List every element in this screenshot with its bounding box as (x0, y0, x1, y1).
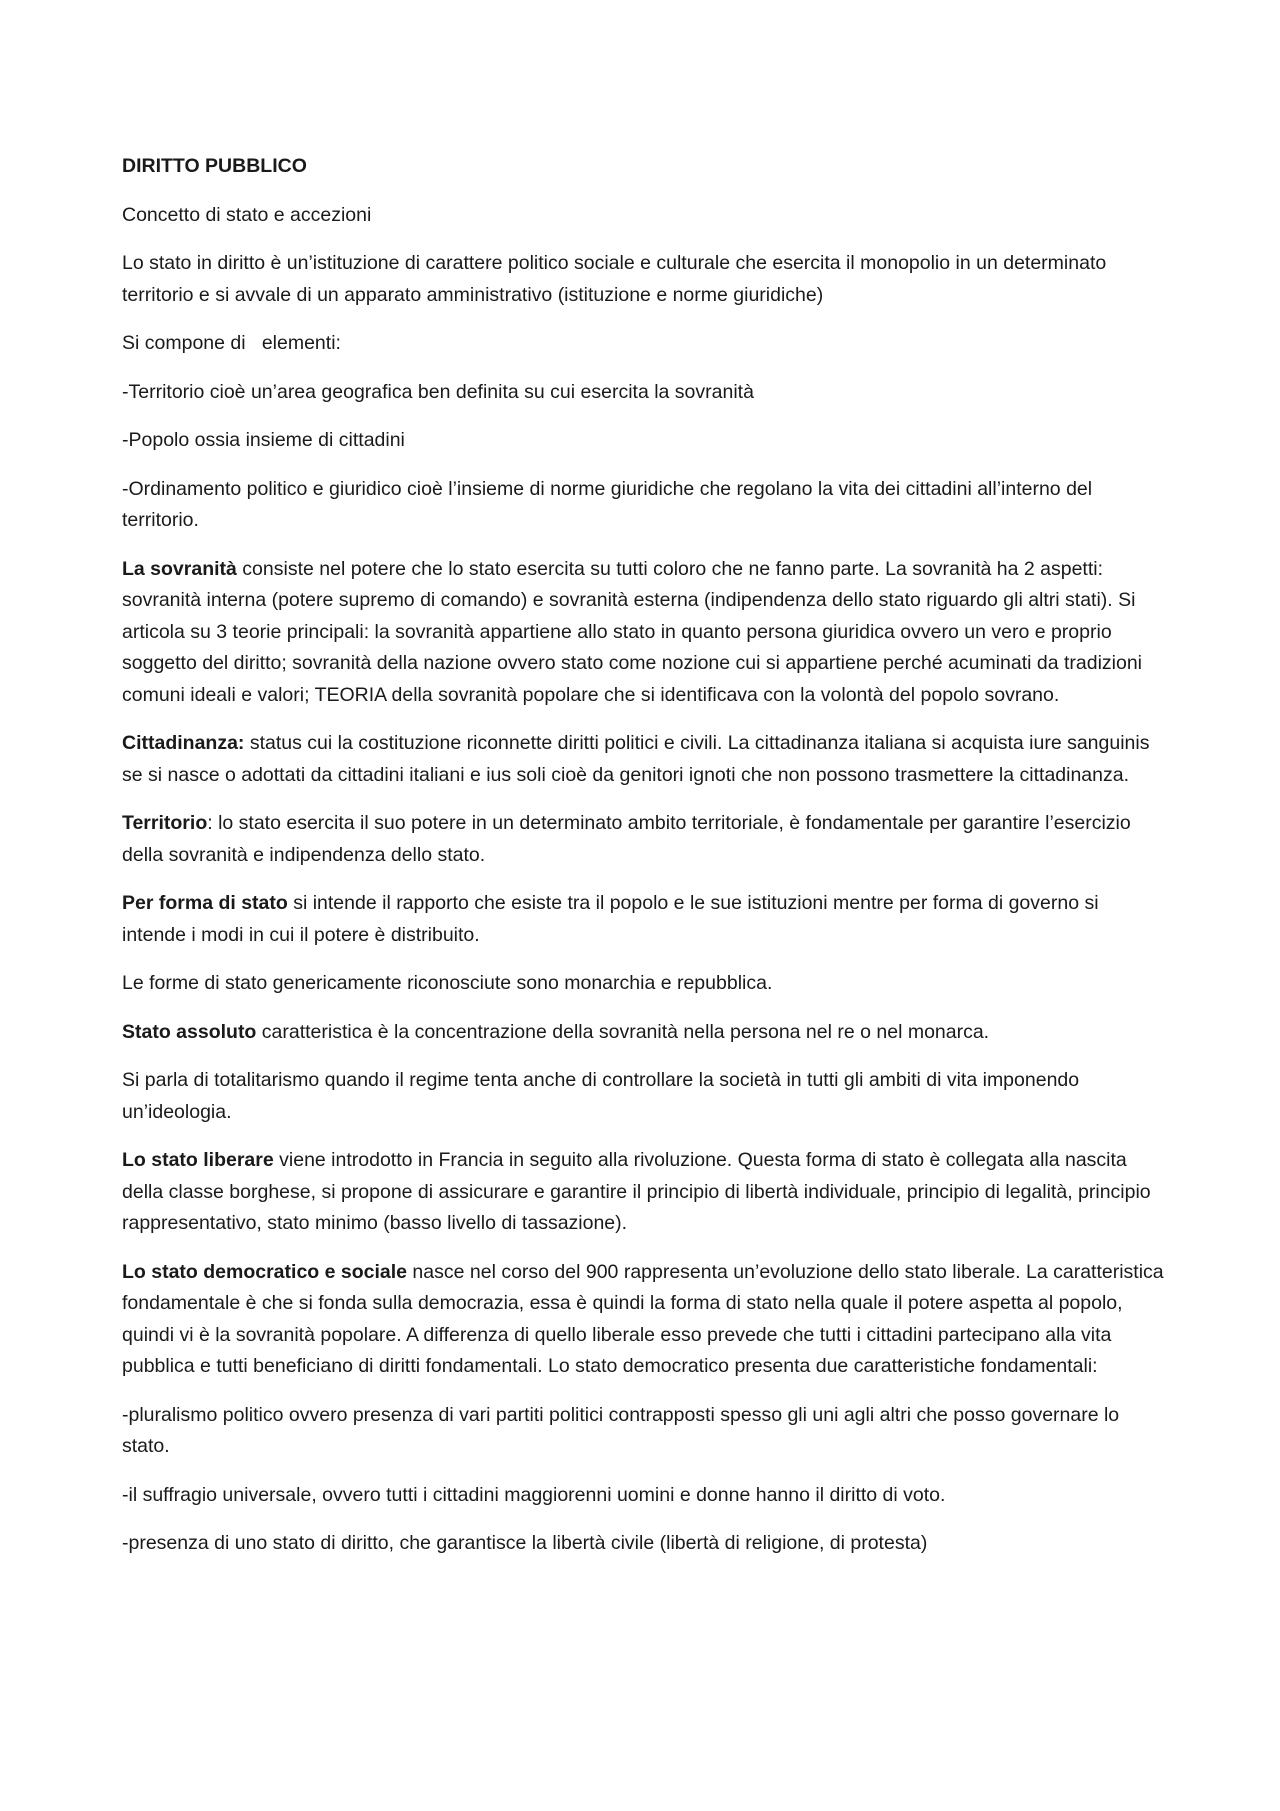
stato-assoluto-paragraph (122, 1017, 1167, 1049)
cittadinanza-text: status cui la costituzione riconnette diritti politici e civili. La cittadinanza italiana si acquista iure sanguinis se si nasce o adottati da cittadini italiani e ius soli cioè da genitori ignoti che non possono trasmettere la cittadinanza. (122, 732, 1150, 786)
stato-liberare-paragraph (122, 1145, 1167, 1240)
document-body (122, 151, 1167, 1577)
stato-democratico-term: Lo stato democratico e sociale (122, 1260, 408, 1283)
caratteristica-item: -pluralismo politico ovvero presenza di vari partiti politici contrapposti spesso gli uni agli altri che posso governare lo stato. (122, 1403, 1120, 1457)
element-item: -Territorio cioè un’area geografica ben definita su cui esercita la sovranità (122, 380, 754, 403)
stato-democratico-text: nasce nel corso del 900 rappresenta un’evoluzione dello stato liberale. La caratteristica fondamentale è che si fonda sulla democrazia, essa è quindi la forma di stato nella quale il potere aspetta al popolo, quindi vi è la sovranità popolare. A differenza di quello liberale esso prevede che tutti i cittadini partecipano alla vita pubblica e tutti beneficiano di diritti fondamentali. Lo stato democratico presenta due caratteristiche fondamentali: (122, 1260, 1164, 1377)
stato-liberare-term: Lo stato liberare (122, 1149, 274, 1171)
stato-democratico-paragraph (122, 1257, 1167, 1383)
elements-heading: Si compone di elementi: (122, 332, 341, 354)
element-item: -Popolo ossia insieme di cittadini (122, 429, 405, 451)
territorio-paragraph (122, 808, 1167, 871)
stato-assoluto-term: Stato assoluto (122, 1020, 257, 1043)
forma-stato-text: si intende il rapporto che esiste tra il popolo e le sue istituzioni mentre per forma di governo si intende i modi in cui il potere è distribuito. (122, 892, 1099, 946)
document-title (122, 151, 1167, 183)
forme-riconosciute-paragraph: Le forme di stato genericamente riconosciute sono monarchia e repubblica. (122, 972, 773, 994)
cittadinanza-paragraph (122, 728, 1167, 791)
forma-stato-term: Per forma di stato (122, 892, 288, 914)
stato-liberare-text: viene introdotto in Francia in seguito alla rivoluzione. Questa forma di stato è collegata alla nascita della classe borghese, si propone di assicurare e garantire il principio di libertà individuale, principio di legalità, principio rappresentativo, stato minimo (basso livello di tassazione). (122, 1149, 1151, 1234)
element-item: -Ordinamento politico e giuridico cioè l’insieme di norme giuridiche che regolano la vita dei cittadini all’interno del territorio. (122, 477, 1093, 531)
cittadinanza-term: Cittadinanza: (122, 732, 245, 754)
stato-assoluto-text: caratteristica è la concentrazione della sovranità nella persona nel re o nel monarca. (256, 1020, 990, 1043)
document-title-text: DIRITTO PUBBLICO (122, 155, 307, 177)
forma-stato-paragraph (122, 888, 1167, 951)
intro-paragraph: Lo stato in diritto è un’istituzione di carattere politico sociale e culturale che esercita il monopolio in un determinato territorio e si avvale di un apparato amministrativo (istituzione e norme giuridiche) (122, 252, 1107, 306)
caratteristica-item: -il suffragio universale, ovvero tutti i cittadini maggiorenni uomini e donne hanno il diritto di voto. (122, 1483, 946, 1506)
document-subtitle: Concetto di stato e accezioni (122, 203, 372, 226)
territorio-term: Territorio (122, 812, 208, 834)
territorio-text: : lo stato esercita il suo potere in un determinato ambito territoriale, è fondamentale per garantire l’esercizio della sovranità e indipendenza dello stato. (122, 812, 1131, 866)
sovranita-paragraph (122, 554, 1167, 712)
caratteristica-item: -presenza di uno stato di diritto, che garantisce la libertà civile (libertà di religione, di protesta) (122, 1532, 928, 1554)
sovranita-term: La sovranità (122, 557, 237, 580)
totalitarismo-paragraph: Si parla di totalitarismo quando il regime tenta anche di controllare la società in tutti gli ambiti di vita imponendo un’ideologia. (122, 1069, 1080, 1123)
sovranita-text: consiste nel potere che lo stato esercita su tutti coloro che ne fanno parte. La sovranità ha 2 aspetti: sovranità interna (potere supremo di comando) e sovranità esterna (indipendenza dello stato riguardo gli altri stati). Si articola su 3 teorie principali: la sovranità appartiene allo stato in quanto persona giuridica ovvero un vero e proprio soggetto del diritto; sovranità della nazione ovvero stato come nozione cui si appartiene perché acuminati da tradizioni comuni ideali e valori; TEORIA della sovranità popolare che si identificava con la volontà del popolo sovrano. (122, 557, 1143, 706)
